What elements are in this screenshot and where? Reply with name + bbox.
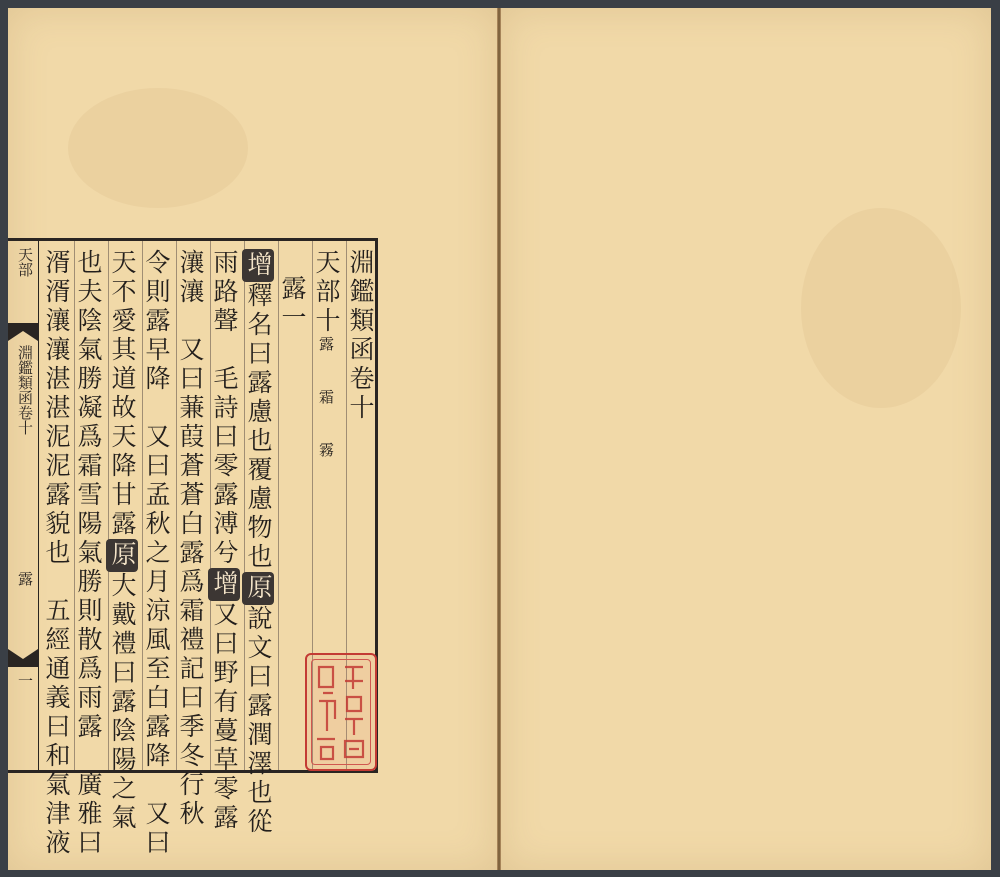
paper-stain bbox=[801, 208, 961, 408]
fishtail-mark-icon bbox=[8, 323, 38, 341]
text-column-1 bbox=[242, 249, 274, 837]
text-column-3 bbox=[174, 249, 206, 829]
banxin-top-label: 天部 bbox=[16, 247, 34, 277]
column-text-tail: 大戴禮曰露陰陽之氣 bbox=[108, 572, 137, 833]
column-text-tail: 說文曰露潤澤也從 bbox=[244, 605, 273, 837]
subtopic-list bbox=[317, 336, 335, 467]
banxin-page-number: 一 bbox=[16, 673, 34, 688]
text-column-7: 湑湑瀼瀼湛湛泥泥露貌也 五經通義曰和氣津液 bbox=[42, 249, 71, 858]
column-text-tail: 禮記曰季冬行秋 bbox=[176, 626, 205, 829]
banxin-volume-title: 淵鑑類函卷十 bbox=[16, 345, 34, 435]
banxin-strip bbox=[8, 241, 39, 770]
yuan-marker-badge: 原 bbox=[108, 541, 137, 570]
right-page-blank bbox=[501, 8, 991, 870]
paper-stain bbox=[68, 88, 248, 208]
subtopic-fog: 霧 bbox=[317, 442, 335, 467]
column-text: 瀼瀼 又曰蒹葭蒼蒼白露爲霜 bbox=[176, 249, 205, 626]
column-text: 釋名曰露慮也覆慮物也 bbox=[244, 282, 273, 572]
column-text-tail: 又曰野有蔓草零露 bbox=[210, 601, 239, 833]
subtopic-dew: 露 bbox=[317, 336, 335, 361]
yuan-marker-badge: 原 bbox=[244, 574, 273, 603]
left-page bbox=[8, 8, 497, 870]
text-column-6: 也夫陰氣勝凝爲霜雪陽氣勝則散爲雨露 廣雅曰 bbox=[74, 249, 103, 858]
seal-script-icon bbox=[305, 653, 377, 771]
column-text: 雨路聲 毛詩曰零露溥兮 bbox=[210, 249, 239, 568]
fishtail-mark-bottom-icon bbox=[8, 649, 38, 667]
text-column-4: 令則露早降 又曰孟秋之月涼風至白露降 又曰 bbox=[142, 249, 171, 858]
section-title: 天部十 bbox=[312, 249, 341, 336]
zeng-marker-badge: 增 bbox=[210, 570, 239, 599]
entry-heading: 露一 bbox=[278, 275, 307, 333]
text-column-2 bbox=[208, 249, 240, 833]
volume-title-column: 淵鑑類函卷十 bbox=[346, 249, 375, 423]
entry-heading-column bbox=[276, 249, 308, 769]
column-text: 天不愛其道故天降甘露 bbox=[108, 249, 137, 539]
subtopic-frost: 霜 bbox=[317, 389, 335, 414]
zeng-marker-badge: 增 bbox=[244, 251, 273, 280]
text-column-5 bbox=[106, 249, 138, 833]
red-collector-seal bbox=[305, 653, 377, 771]
banxin-topic: 露 bbox=[16, 571, 34, 586]
